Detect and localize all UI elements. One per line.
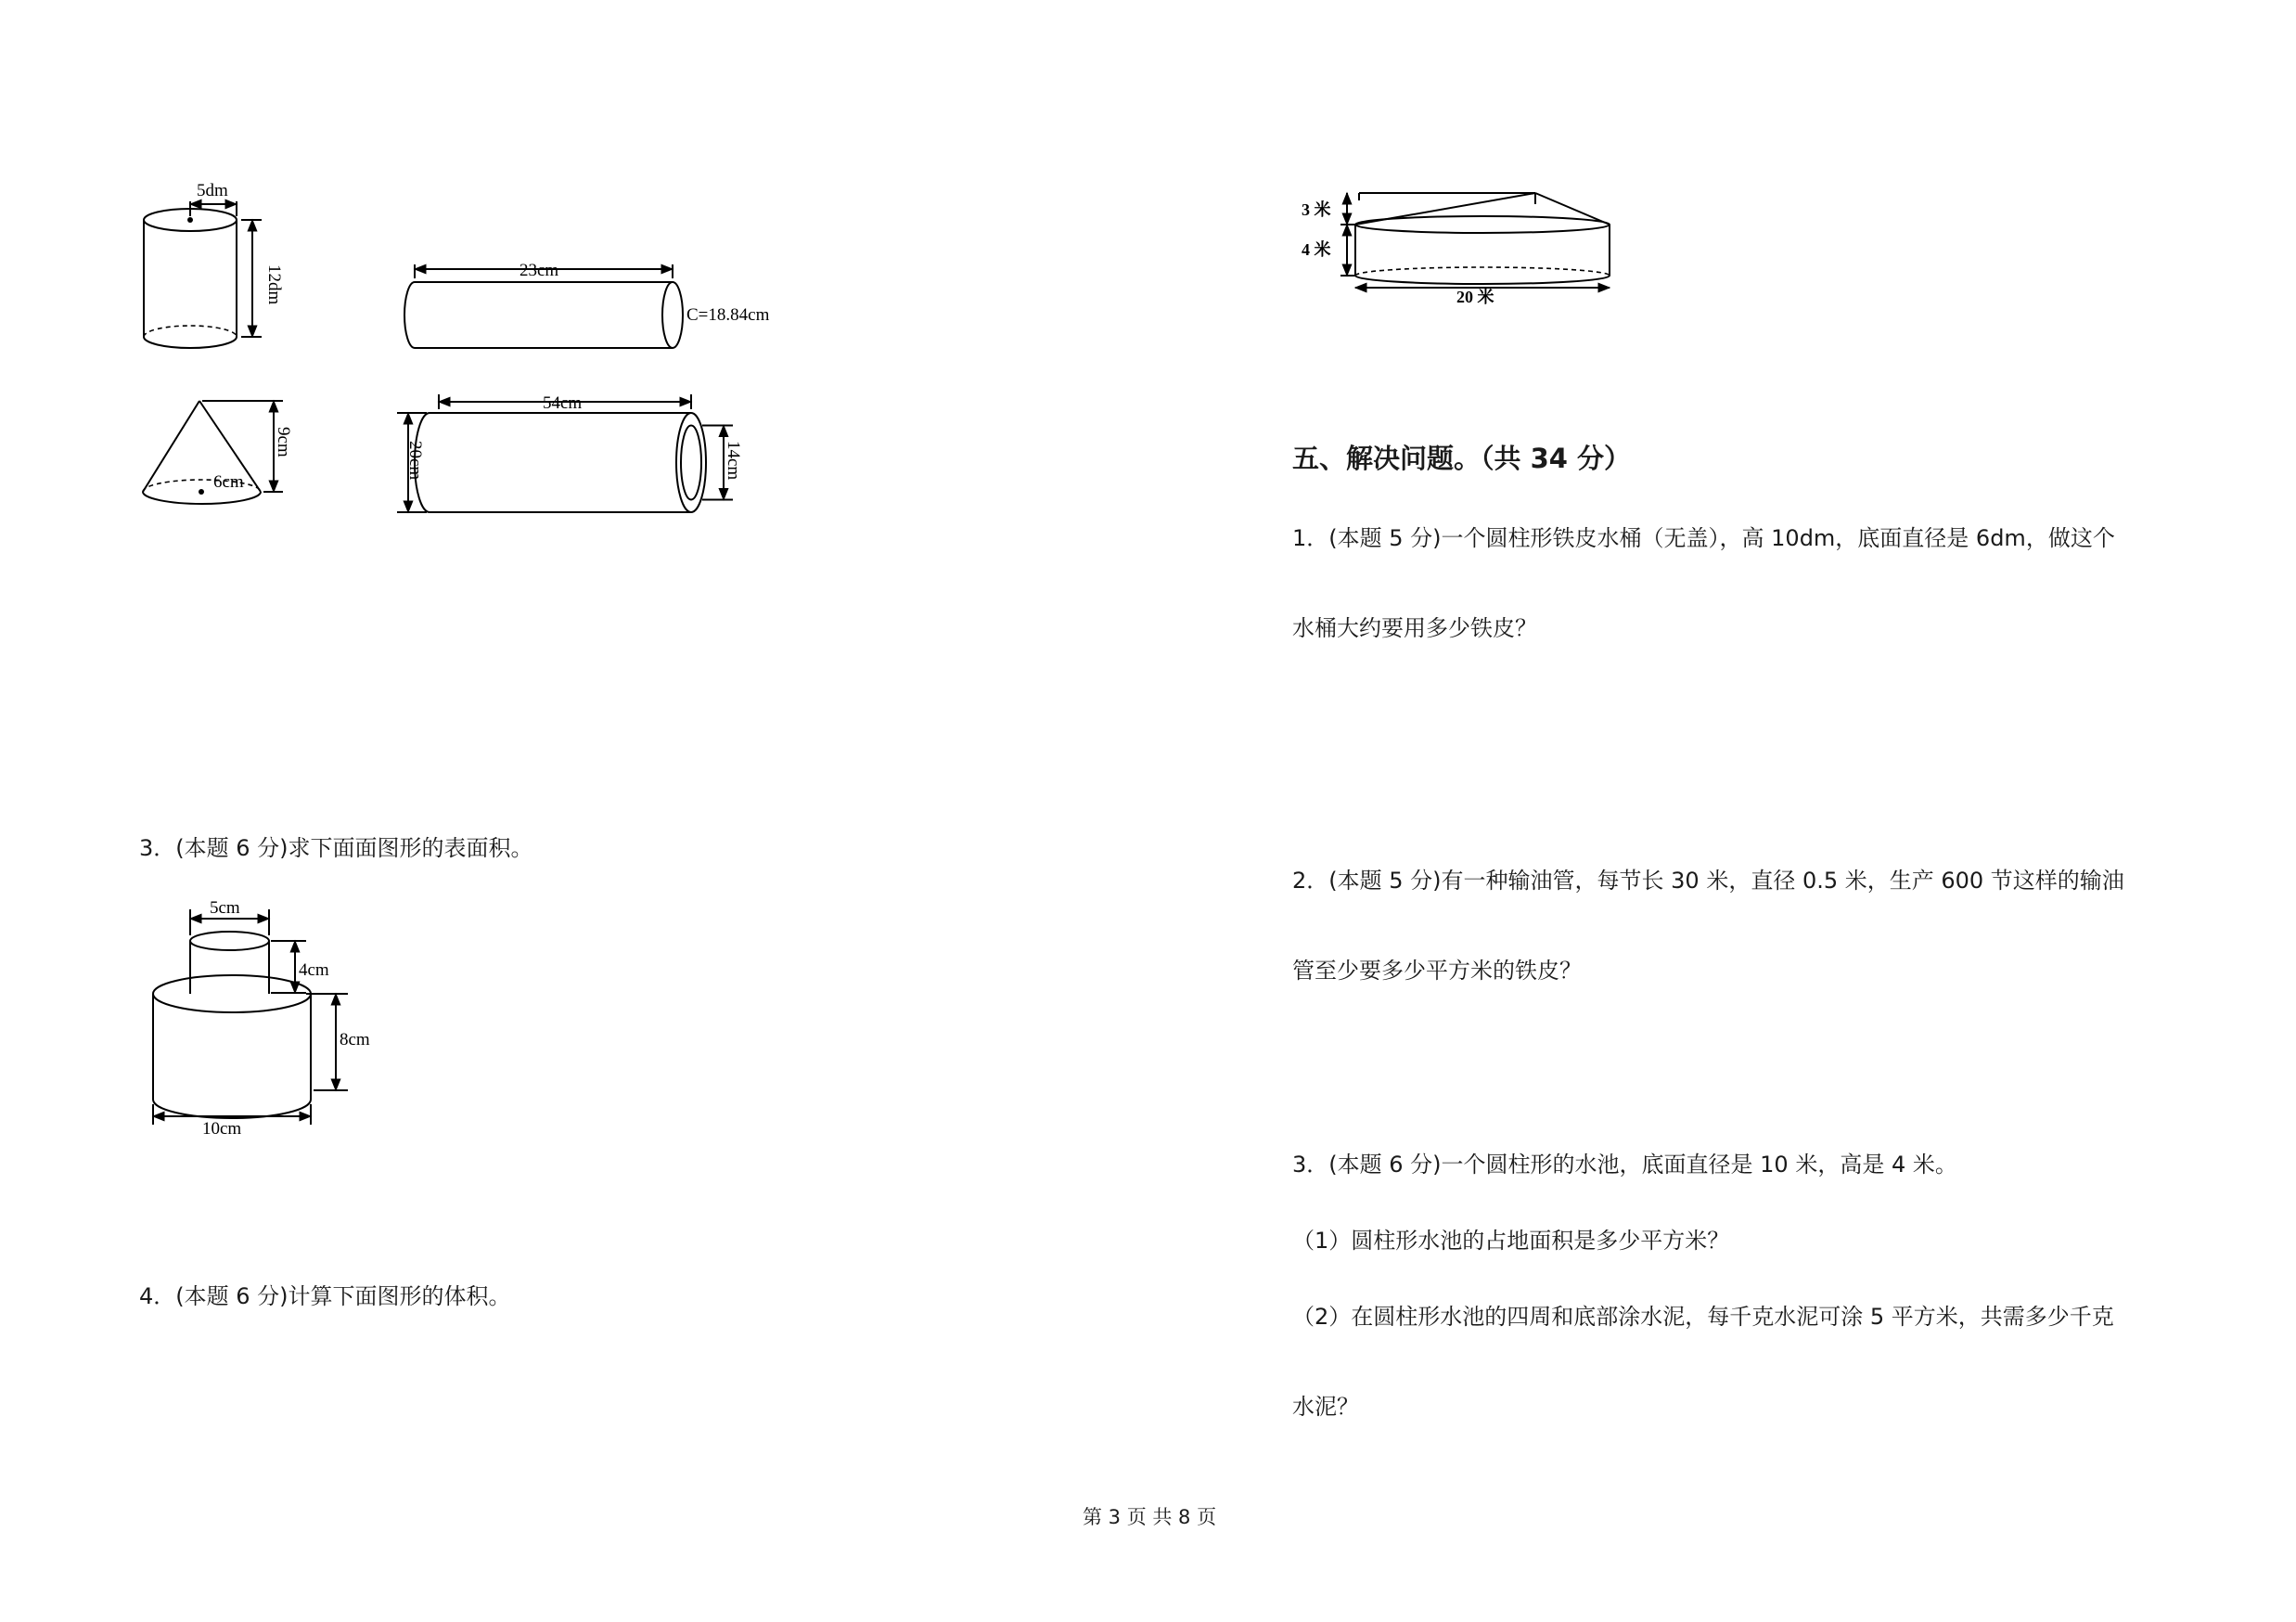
cylinder-figure: [144, 181, 284, 348]
q2-line2: 管至少要多少平方米的铁皮？: [1292, 958, 1582, 984]
cone-on-cylinder-figure: [1294, 186, 1628, 315]
pipe-outer-label: 20cm: [405, 441, 425, 481]
cone-radius-label: 6cm: [213, 472, 244, 492]
q3-left-text: 3．(本题 6 分)求下面面图形的表面积。: [139, 835, 533, 861]
q4-left-text: 4．(本题 6 分)计算下面图形的体积。: [139, 1283, 511, 1309]
bottom-width-label: 10cm: [202, 1119, 242, 1139]
tube-length-label: 23cm: [519, 261, 559, 280]
width-label-right: 20 米: [1456, 288, 1494, 306]
q3-right-sub2: （2）在圆柱形水池的四周和底部涂水泥，每千克水泥可涂 5 平方米，共需多少千克: [1292, 1304, 2114, 1330]
cone-height-label: 9cm: [274, 427, 293, 457]
pipe-length-label: 54cm: [543, 393, 583, 413]
cylinder-radius-label: 5dm: [197, 181, 228, 200]
tube-figure: [404, 261, 770, 348]
q3-right-line1: 3．(本题 6 分)一个圆柱形的水池，底面直径是 10 米，高是 4 米。: [1292, 1152, 1957, 1178]
cylinder-height-label: 12dm: [264, 264, 284, 305]
q1-line1: 1．(本题 5 分)一个圆柱形铁皮水桶（无盖），高 10dm，底面直径是 6dm，做这个: [1292, 525, 2115, 551]
top-width-label: 5cm: [210, 898, 240, 918]
q1-line2: 水桶大约要用多少铁皮？: [1292, 615, 1537, 641]
cyl-height-label-right: 4 米: [1302, 240, 1331, 259]
section-title: 五、解决问题。（共 34 分）: [1292, 443, 1632, 474]
stacked-cylinders-figure: [139, 891, 399, 1141]
cone-figure: [143, 401, 293, 504]
page-footer: 第 3 页 共 8 页: [1083, 1506, 1217, 1528]
pipe-inner-label: 14cm: [724, 441, 743, 481]
q3-right-sub2-cont: 水泥？: [1292, 1394, 1359, 1420]
tube-circumference-label: C=18.84cm: [686, 305, 770, 325]
cone-height-label-right: 3 米: [1302, 200, 1331, 219]
q2-line1: 2．(本题 5 分)有一种输油管，每节长 30 米，直径 0.5 米，生产 600 节这样的输油: [1292, 868, 2124, 894]
bottom-height-label: 8cm: [340, 1030, 370, 1049]
pipe-figure: [397, 393, 743, 512]
figures-group-a: [130, 172, 798, 524]
q3-right-sub1: （1）圆柱形水池的占地面积是多少平方米？: [1292, 1228, 1730, 1254]
top-height-label: 4cm: [299, 960, 329, 980]
